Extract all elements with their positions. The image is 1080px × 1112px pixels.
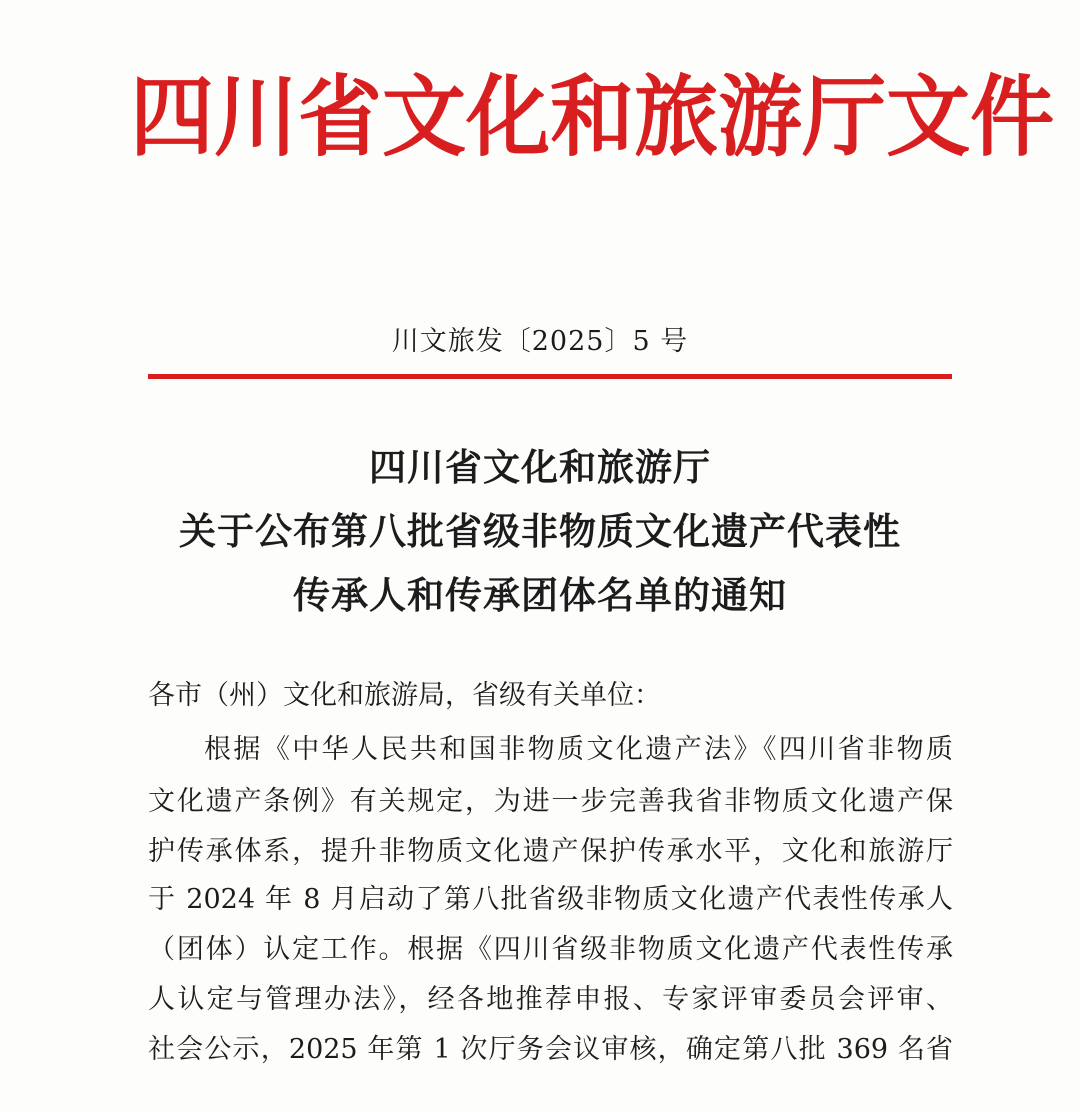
- body-text-line: 护传承体系，提升非物质文化遗产保护传承水平，文化和旅游厅: [148, 836, 953, 867]
- masthead-char: 川: [214, 65, 299, 169]
- title-line: 关于公布第八批省级非物质文化遗产代表性: [179, 510, 901, 553]
- body-text-line: 人认定与管理办法》，经各地推荐申报、专家评审委员会评审、: [148, 984, 953, 1015]
- body-text-line: （团体）认定工作。根据《四川省级非物质文化遗产代表性传承: [148, 934, 953, 965]
- masthead-char: 旅: [634, 65, 719, 169]
- masthead-char: 文: [382, 65, 467, 169]
- title-line: 传承人和传承团体名单的通知: [293, 574, 787, 617]
- masthead-char: 件: [970, 65, 1055, 169]
- document-title: [0, 436, 1080, 628]
- masthead-char: 文: [886, 65, 971, 169]
- title-line: 四川省文化和旅游厅: [369, 446, 711, 489]
- masthead-char: 和: [550, 65, 635, 169]
- masthead-char: 四: [130, 65, 215, 169]
- masthead-char: 厅: [802, 65, 887, 169]
- masthead: [130, 62, 1055, 172]
- document-number: 川文旅发〔2025〕5 号: [391, 326, 689, 357]
- masthead-char: 化: [466, 65, 551, 169]
- salutation: 各市（州）文化和旅游局，省级有关单位：: [148, 680, 661, 711]
- body-text-line: 文化遗产条例》有关规定，为进一步完善我省非物质文化遗产保: [148, 786, 953, 817]
- red-divider-line: [148, 374, 952, 379]
- body-text-line: 根据《中华人民共和国非物质文化遗产法》《四川省非物质: [204, 734, 953, 765]
- body-text-line: 社会公示，2025 年第 1 次厅务会议审核，确定第八批 369 名省: [148, 1034, 953, 1065]
- masthead-char: 省: [298, 65, 383, 169]
- masthead-char: 游: [718, 65, 803, 169]
- body-text-line: 于 2024 年 8 月启动了第八批省级非物质文化遗产代表性传承人: [148, 884, 953, 915]
